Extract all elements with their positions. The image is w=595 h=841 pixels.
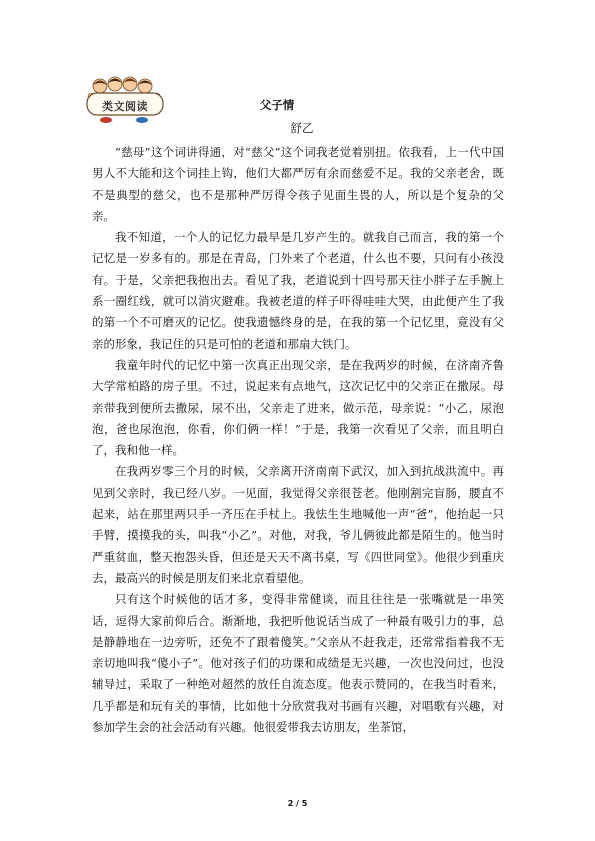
reading-section-badge — [84, 76, 166, 124]
paragraph: 在我两岁零三个月的时候，父亲离开济南南下武汉，加入到抗战洪流中。再见到父亲时，我已经八岁。一见面，我觉得父亲很苍老。他刚割完盲肠，腰直不起来，站在那里两只手一齐压在手杖上。我怯生生地喊他一声“爸”，他抬起一只手臂，摸摸我的头，叫我“小乙”。对他，对我，爷儿俩彼此都是陌生的。他当时严重贫血，整天抱怨头昏，但还是天天不离书桌，写《四世同堂》。他很少到重庆去，最高兴的时候是朋友们来北京看望他。 — [92, 464, 504, 585]
article-title: 父子情 — [259, 98, 295, 112]
paragraph: 我童年时代的记忆中第一次真正出现父亲，是在我两岁的时候，在济南齐鲁大学常柏路的房子里。不过，说起来有点地气，这次记忆中的父亲正在撒尿。母亲带我到便所去撒尿，尿不出，父亲走了进来，做示范，母亲说：“小乙，尿泡泡，爸也尿泡泡，你看，你们俩一样！”于是，我第一次看见了父亲，而且明白了，我和他一样。 — [92, 357, 504, 458]
article-author: 舒乙 — [290, 121, 314, 135]
article-body — [92, 142, 504, 738]
page-number: 2 / 5 — [287, 799, 308, 808]
paragraph: “慈母”这个词讲得通，对“慈父”这个词我老觉着别扭。依我看，上一代中国男人不大能和这个词挂上钩，他们大都严厉有余而慈爱不足。我的父亲老舍，既不是典型的慈父，也不是那种严厉得令孩子见面生畏的人，所以是个复杂的父亲。 — [92, 145, 504, 223]
badge-label: 类文阅读 — [102, 100, 148, 113]
paragraph: 我不知道，一个人的记忆力最早是几岁产生的。就我自己而言，我的第一个记忆是一岁多有的。那是在青岛，门外来了个老道，什么也不要，只问有小孩没有。于是，父亲把我抱出去。看见了我，老道说到十四号那天往小胖子左手腕上系一圈红线，就可以消灾避难。我被老道的样子吓得哇哇大哭，由此便产生了我的第一个不可磨灭的记忆。使我遗憾终身的是，在我的第一个记忆里，竟没有父亲的形象，我记住的只是可怕的老道和那扇大铁门。 — [92, 230, 504, 351]
paragraph: 只有这个时候他的话才多，变得非常健谈，而且往往是一张嘴就是一串笑话，逗得大家前仰后合。渐渐地，我把听他说话当成了一种最有吸引力的事，总是静静地在一边旁听，还免不了跟着傻笑。”父亲从不赶我走，还常常指着我不无亲切地叫我“傻小子”。他对孩子们的功课和成绩是无兴趣，一次也没问过，也没辅导过，采取了一种绝对超然的放任自流态度。他表示赞同的，在我当时看来，几乎都是和玩有关的事情，比如他十分欣赏我对书画有兴趣，对唱歌有兴趣，对参加学生会的社会活动有兴趣。他很爱带我去访朋友，坐茶馆， — [92, 592, 504, 735]
